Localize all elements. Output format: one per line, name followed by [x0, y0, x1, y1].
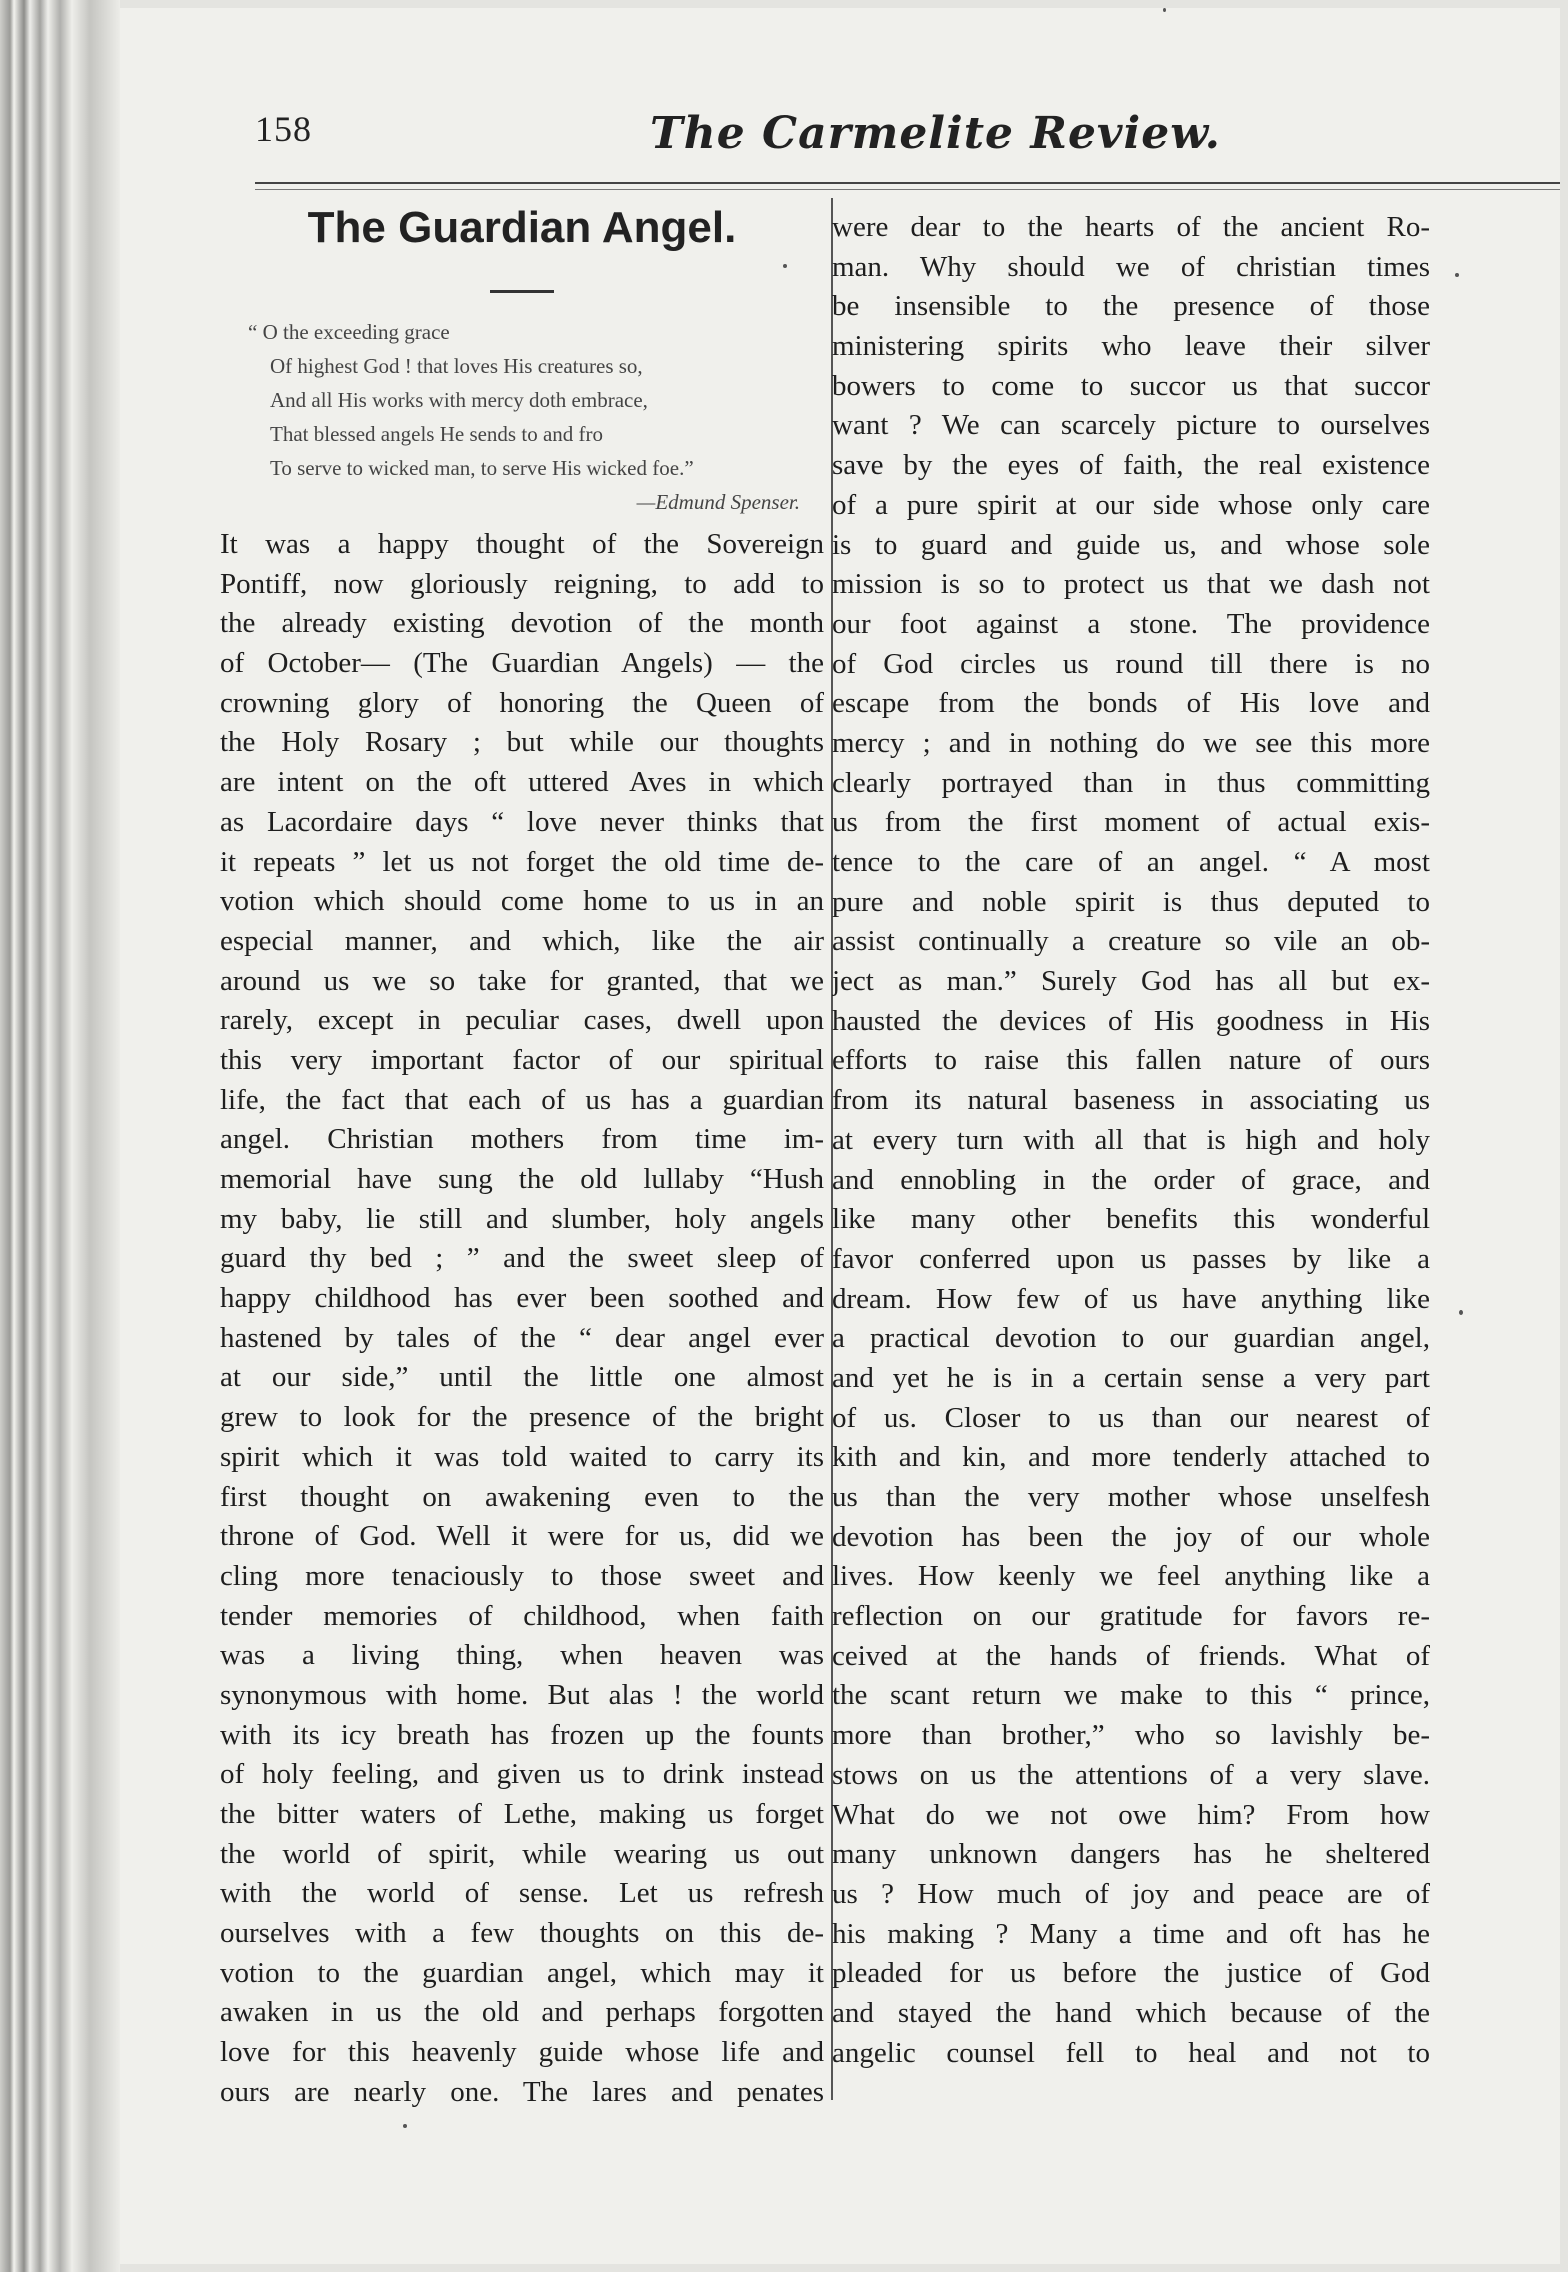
text-line: memorial have sung the old lullaby “Hush [220, 1163, 824, 1195]
text-line: especial manner, and which, like the air [220, 924, 824, 957]
text-line: are intent on the oft uttered Aves in which [220, 766, 824, 799]
text-line: assist continually a creature so vile an ob- [832, 925, 1430, 958]
text-line: rarely, except in peculiar cases, dwell upon [220, 1004, 824, 1037]
right-column-body [832, 208, 1430, 2073]
text-line: tence to the care of an angel. “ A most [832, 846, 1430, 878]
text-line: us from the first moment of actual exis- [832, 806, 1430, 839]
text-line: and yet he is in a certain sense a very part [832, 1361, 1430, 1394]
text-line: us than the very mother whose unselfesh [832, 1481, 1430, 1513]
epigraph-attribution: —Edmund Spenser. [636, 490, 800, 514]
text-line: spirit which it was told waited to carry its [220, 1440, 824, 1473]
text-line: votion which should come home to us in an [220, 885, 824, 918]
text-line: reflection on our gratitude for favors re- [832, 1600, 1430, 1633]
text-line: us ? How much of joy and peace are of [832, 1877, 1430, 1910]
speck-mark [403, 2124, 407, 2128]
epigraph-line: “ O the exceeding grace [248, 320, 450, 344]
text-line: this very important factor of our spiritual [220, 1043, 824, 1076]
left-column-body [220, 525, 824, 2113]
text-line: and ennobling in the order of grace, and [832, 1163, 1430, 1196]
text-line: of God circles us round till there is no [832, 647, 1430, 680]
text-line: the world of spirit, while wearing us out [220, 1837, 824, 1870]
text-line: ject as man.” Surely God has all but ex- [832, 965, 1430, 998]
text-line: hastened by tales of the “ dear angel ever [220, 1321, 824, 1354]
text-line: the already existing devotion of the month [220, 607, 824, 640]
text-line: awaken in us the old and perhaps forgotten [220, 1996, 824, 2029]
text-line: pure and noble spirit is thus deputed to [832, 885, 1430, 918]
text-line: angelic counsel fell to heal and not to [832, 2036, 1430, 2069]
text-line: guard thy bed ; ” and the sweet sleep of [220, 1242, 824, 1275]
title-rule [490, 290, 554, 293]
text-line: favor conferred upon us passes by like a [832, 1242, 1430, 1275]
left-column [220, 198, 824, 2113]
text-line: my baby, lie still and slumber, holy angels [220, 1202, 824, 1235]
text-line: What do we not owe him? From how [832, 1798, 1430, 1831]
text-line: be insensible to the presence of those [832, 290, 1430, 323]
speck-mark [1455, 273, 1459, 277]
text-line: at our side,” until the little one almost [220, 1361, 824, 1394]
article-title: The Guardian Angel. [307, 203, 737, 252]
text-line: ourselves with a few thoughts on this de- [220, 1917, 824, 1950]
text-line: want ? We can scarcely picture to ourselves [832, 409, 1430, 442]
text-line: votion to the guardian angel, which may it [220, 1956, 824, 1989]
text-line: the Holy Rosary ; but while our thoughts [220, 726, 824, 759]
text-line: escape from the bonds of His love and [832, 687, 1430, 720]
text-line: ceived at the hands of friends. What of [832, 1639, 1430, 1672]
text-line: stows on us the attentions of a very slave. [832, 1758, 1430, 1791]
text-line: more than brother,” who so lavishly be- [832, 1719, 1430, 1752]
text-line: with its icy breath has frozen up the founts [220, 1718, 824, 1751]
page-number: 158 [255, 109, 312, 149]
text-line: his making ? Many a time and oft has he [832, 1917, 1430, 1950]
text-line: as Lacordaire days “ love never thinks that [220, 805, 824, 838]
text-line: ministering spirits who leave their silver [832, 330, 1430, 363]
text-line: man. Why should we of christian times [832, 250, 1430, 283]
text-line: dream. How few of us have anything like [832, 1282, 1430, 1315]
speck-mark [1459, 1310, 1463, 1315]
epigraph-line: And all His works with mercy doth embrace, [270, 388, 648, 412]
epigraph [248, 315, 824, 485]
text-line: lives. How keenly we feel anything like a [832, 1560, 1430, 1593]
text-line: our foot against a stone. The providence [832, 607, 1430, 640]
text-line: cling more tenaciously to those sweet and [220, 1559, 824, 1592]
text-line: of holy feeling, and given us to drink instead [220, 1758, 824, 1791]
text-line: angel. Christian mothers from time im- [220, 1123, 824, 1156]
epigraph-line: To serve to wicked man, to serve His wicked foe.” [270, 456, 694, 480]
text-line: Pontiff, now gloriously reigning, to add to [220, 567, 824, 600]
epigraph-line: That blessed angels He sends to and fro [270, 422, 603, 446]
text-line: pleaded for us before the justice of God [832, 1957, 1430, 1990]
text-line: around us we so take for granted, that we [220, 964, 824, 997]
epigraph-line: Of highest God ! that loves His creatures so, [270, 354, 643, 378]
text-line: it repeats ” let us not forget the old time de- [220, 845, 824, 878]
text-line: life, the fact that each of us has a guardian [220, 1083, 824, 1116]
text-line: many unknown dangers has he sheltered [832, 1838, 1430, 1871]
running-header [120, 108, 1560, 178]
text-line: and stayed the hand which because of the [832, 1996, 1430, 2029]
text-line: a practical devotion to our guardian angel, [832, 1322, 1430, 1355]
text-line: devotion has been the joy of our whole [832, 1520, 1430, 1553]
text-line: first thought on awakening even to the [220, 1480, 824, 1513]
text-line: ours are nearly one. The lares and penates [220, 2075, 824, 2108]
text-line: kith and kin, and more tenderly attached to [832, 1441, 1430, 1474]
text-line: crowning glory of honoring the Queen of [220, 686, 824, 719]
text-line: synonymous with home. But alas ! the world [220, 1678, 824, 1711]
header-rule-thin [255, 189, 1560, 190]
text-line: mission is so to protect us that we dash not [832, 568, 1430, 601]
text-line: with the world of sense. Let us refresh [220, 1877, 824, 1910]
speck-mark [1163, 8, 1166, 12]
header-rule [255, 182, 1560, 184]
text-line: throne of God. Well it were for us, did we [220, 1520, 824, 1553]
text-line: was a living thing, when heaven was [220, 1639, 824, 1672]
text-line: the scant return we make to this “ prince, [832, 1679, 1430, 1712]
book-page [120, 8, 1560, 2264]
text-line: mercy ; and in nothing do we see this more [832, 726, 1430, 759]
text-line: tender memories of childhood, when faith [220, 1599, 824, 1632]
text-line: love for this heavenly guide whose life and [220, 2036, 824, 2069]
text-line: like many other benefits this wonderful [832, 1203, 1430, 1236]
speck-mark [783, 264, 787, 268]
text-line: save by the eyes of faith, the real existence [832, 449, 1430, 482]
journal-title: The Carmelite Review. [650, 108, 1221, 159]
text-line: the bitter waters of Lethe, making us forget [220, 1798, 824, 1830]
text-line: efforts to raise this fallen nature of ours [832, 1044, 1430, 1077]
text-line: were dear to the hearts of the ancient Ro- [832, 211, 1430, 243]
text-line: grew to look for the presence of the bright [220, 1401, 824, 1434]
text-line: of October— (The Guardian Angels) — the [220, 647, 824, 680]
text-line: bowers to come to succor us that succor [832, 369, 1430, 402]
text-line: of us. Closer to us than our nearest of [832, 1401, 1430, 1434]
text-line: of a pure spirit at our side whose only care [832, 488, 1430, 521]
text-line: hausted the devices of His goodness in His [832, 1004, 1430, 1037]
text-line: is to guard and guide us, and whose sole [832, 528, 1430, 561]
text-line: happy childhood has ever been soothed and [220, 1282, 824, 1315]
text-line: from its natural baseness in associating us [832, 1084, 1430, 1117]
book-binding-edge [0, 0, 120, 2272]
text-line: clearly portrayed than in thus committing [832, 766, 1430, 799]
right-column [832, 208, 1430, 2073]
text-line: It was a happy thought of the Sovereign [220, 528, 824, 560]
text-line: at every turn with all that is high and holy [832, 1123, 1430, 1156]
